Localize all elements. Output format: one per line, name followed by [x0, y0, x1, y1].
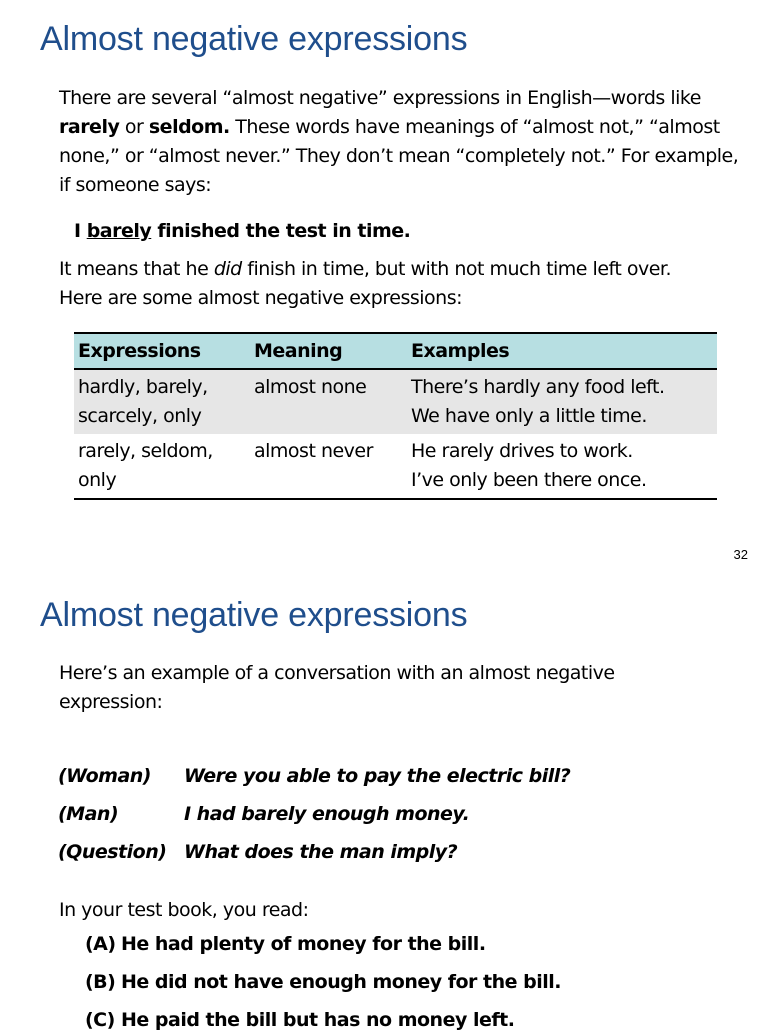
row-1-expressions: [74, 369, 250, 434]
cell-line: I’ve only been there once.: [411, 469, 647, 491]
slide-2-title: Almost negative expressions: [40, 596, 468, 634]
example-sentence: [74, 217, 410, 246]
choice-text: He did not have enough money for the bill.: [121, 971, 562, 993]
explanation-did: did: [213, 258, 242, 280]
choice-text: He paid the bill but has no money left.: [121, 1009, 515, 1031]
explanation: [59, 255, 759, 313]
choice-letter: (B): [85, 971, 116, 993]
expressions-table: [74, 332, 717, 500]
cell-line: There’s hardly any food left.: [411, 376, 665, 398]
dialog-speaker: (Man): [58, 803, 119, 825]
dialog-line: I had barely enough money.: [184, 803, 470, 825]
answer-choice-c: [85, 1009, 514, 1031]
cell-line: We have only a little time.: [411, 405, 647, 427]
choice-letter: (C): [85, 1009, 115, 1031]
dialog-speaker: (Woman): [58, 765, 151, 787]
slide-1-intro: [59, 84, 749, 200]
explanation-line-2: Here are some almost negative expressions:: [59, 287, 462, 309]
page-number: 32: [733, 547, 748, 562]
answer-choice-b: [85, 971, 561, 993]
dialog-speaker: (Question): [58, 841, 167, 863]
intro-text-or: or: [119, 116, 149, 138]
word-seldom: seldom.: [148, 116, 230, 138]
dialog-line: What does the man imply?: [184, 841, 458, 863]
row-2-examples: [407, 434, 717, 499]
header-meaning: Meaning: [250, 333, 407, 369]
header-examples: Examples: [407, 333, 717, 369]
row-2-meaning: almost never: [254, 440, 373, 462]
word-rarely: rarely: [59, 116, 120, 138]
table-row: [74, 369, 717, 434]
row-1-examples: [407, 369, 717, 434]
row-2-expressions: [74, 434, 250, 499]
table-row: [74, 434, 717, 499]
dialog-line: Were you able to pay the electric bill?: [184, 765, 571, 787]
slide-1-title: Almost negative expressions: [40, 20, 468, 58]
example-post: finished the test in time.: [151, 220, 411, 242]
cell-line: rarely, seldom,: [78, 440, 213, 462]
test-book-intro: In your test book, you read:: [59, 899, 309, 921]
row-1-meaning: almost none: [250, 369, 407, 434]
cell-line: scarcely, only: [78, 405, 202, 427]
example-underlined-word: barely: [86, 220, 152, 242]
cell-line: He rarely drives to work.: [411, 440, 633, 462]
choice-text: He had plenty of money for the bill.: [121, 933, 486, 955]
explanation-b: finish in time, but with not much time left over.: [241, 258, 672, 280]
answer-choice-a: [85, 933, 486, 955]
slide-2-intro: Here’s an example of a conversation with an almost negative expression:: [59, 662, 615, 713]
table-header-row: [74, 333, 717, 369]
example-pre: I: [74, 220, 87, 242]
choice-letter: (A): [85, 933, 116, 955]
cell-line: only: [78, 469, 117, 491]
header-expressions: Expressions: [74, 333, 250, 369]
intro-text-1: There are several “almost negative” expressions in English—words like: [59, 87, 701, 109]
explanation-a: It means that he: [59, 258, 214, 280]
intro-text-2: These words have meanings of “almost not,” “almost none,” or “almost never.” They don’t mean “completely not.” For example, if someone says:: [59, 116, 739, 196]
cell-line: hardly, barely,: [78, 376, 208, 398]
